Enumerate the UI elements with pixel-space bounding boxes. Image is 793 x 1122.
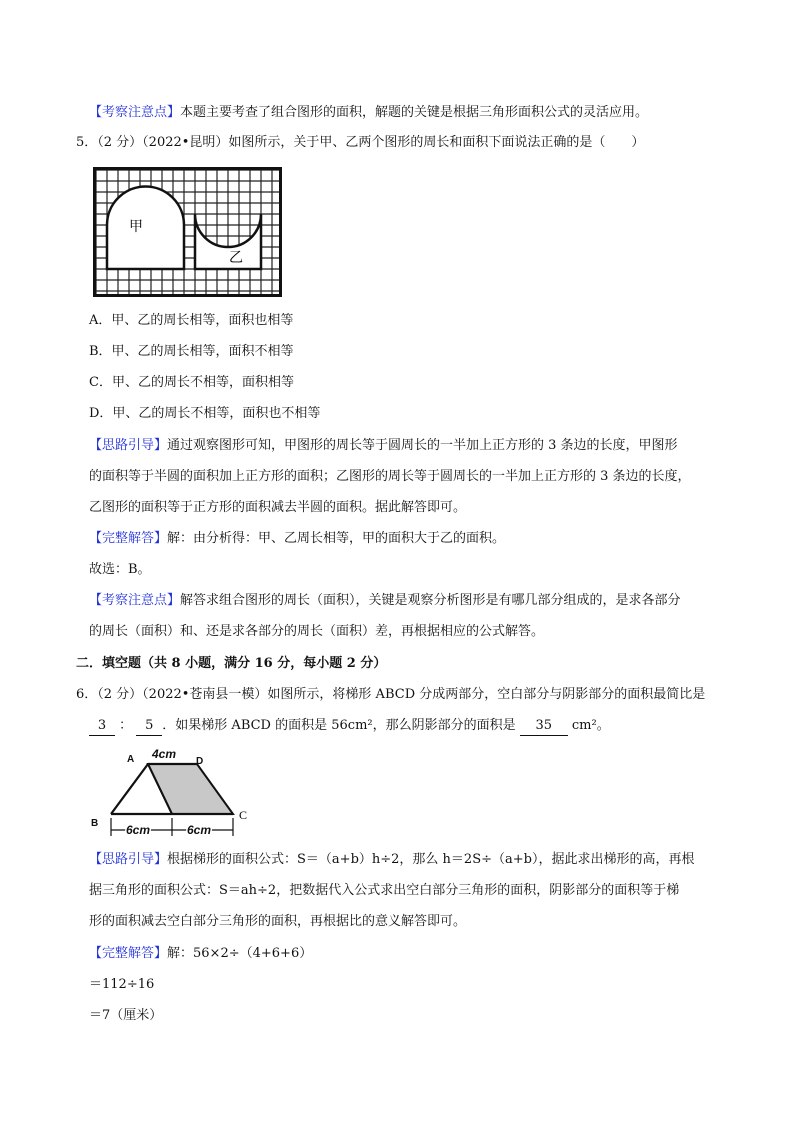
vertex-a: A <box>127 754 135 765</box>
bottom-left-length: 6cm <box>126 823 151 837</box>
q6-stem-line1: 6．（2 分）（2022•苍南县一模）如图所示，将梯形 ABCD 分成两部分，空白部分与阴影部分的面积最简比是 <box>76 687 706 702</box>
vertex-b: B <box>91 818 99 829</box>
blank-1: 3 <box>89 717 115 736</box>
top-length: 4cm <box>152 747 177 761</box>
q4-note-text: 本题主要考查了组合图形的面积，解题的关键是根据三角形面积公式的灵活应用。 <box>180 105 649 120</box>
label-yi: 乙 <box>229 250 243 266</box>
option-d[interactable]: D．甲、乙的周长不相等，面积也不相等 <box>89 406 321 421</box>
bottom-right-length: 6cm <box>187 823 212 837</box>
q5-hint-line2: 的面积等于半圆的面积加上正方形的面积；乙图形的周长等于圆周长的一半加上正方形的 3 条边的长度， <box>89 469 691 484</box>
q6-answer-tag: 【完整解答】 <box>89 946 168 961</box>
q5-choice: 故选：B。 <box>89 562 151 577</box>
q5-hint-line3: 乙图形的面积等于正方形的面积减去半圆的面积。据此解答即可。 <box>89 500 467 515</box>
vertex-c: C <box>239 808 248 822</box>
vertex-d: D <box>196 756 204 767</box>
q5-answer-tag: 【完整解答】 <box>89 531 168 546</box>
q6-hint-line3: 形的面积减去空白部分三角形的面积，再根据比的意义解答即可。 <box>89 914 467 929</box>
q5-stem: 5．（2 分）（2022•昆明）如图所示，关于甲、乙两个图形的周长和面积下面说法正确的是（ ） <box>76 135 645 150</box>
q6-answer-line3: ＝7（厘米） <box>89 1008 163 1023</box>
trapezoid-figure <box>86 746 266 838</box>
option-c[interactable]: C．甲、乙的周长不相等，面积相等 <box>89 375 294 390</box>
q6-hint-tag: 【思路引导】 <box>89 852 168 867</box>
q6-stem-line2: 3 ： 5 ．如果梯形 ABCD 的面积是 56cm²，那么阴影部分的面积是 35 cm²。 <box>89 717 610 736</box>
q5-note-tag: 【考察注意点】 <box>89 593 181 608</box>
blank-2: 5 <box>136 717 162 736</box>
q5-note-line1: 【考察注意点】解答求组合图形的周长（面积），关键是观察分析图形是有哪几部分组成的，是求各部分 <box>89 593 681 608</box>
q4-note-tag: 【考察注意点】 <box>89 105 181 120</box>
q4-note <box>89 104 648 122</box>
q6-answer-line2: ＝112÷16 <box>89 977 155 992</box>
section-title: 二．填空题（共 8 小题，满分 16 分，每小题 2 分） <box>76 656 387 671</box>
blank-3: 35 <box>520 717 568 736</box>
q5-grid-figure <box>93 167 283 298</box>
q5-hint-tag: 【思路引导】 <box>89 438 168 453</box>
option-a[interactable]: A．甲、乙的周长相等，面积也相等 <box>89 313 294 328</box>
q6-hint-line2: 据三角形的面积公式：S＝ah÷2，把数据代入公式求出空白部分三角形的面积，阴影部分的面积等于梯 <box>89 883 680 898</box>
shape-jia <box>107 187 184 269</box>
q6-answer-line1: 【完整解答】解：56×2÷（4+6+6） <box>89 946 313 961</box>
label-jia: 甲 <box>129 219 143 235</box>
q5-answer: 【完整解答】解：由分析得：甲、乙周长相等，甲的面积大于乙的面积。 <box>89 531 506 546</box>
q5-note-line2: 的周长（面积）和、还是求各部分的周长（面积）差，再根据相应的公式解答。 <box>89 624 545 639</box>
q5-hint-line1: 【思路引导】通过观察图形可知，甲图形的周长等于圆周长的一半加上正方形的 3 条边的长度，甲图形 <box>89 438 678 453</box>
option-b[interactable]: B．甲、乙的周长相等，面积不相等 <box>89 344 294 359</box>
q6-hint-line1: 【思路引导】根据梯形的面积公式：S＝（a+b）h÷2，那么 h＝2S÷（a+b），据此求出梯形的高，再根 <box>89 852 695 867</box>
